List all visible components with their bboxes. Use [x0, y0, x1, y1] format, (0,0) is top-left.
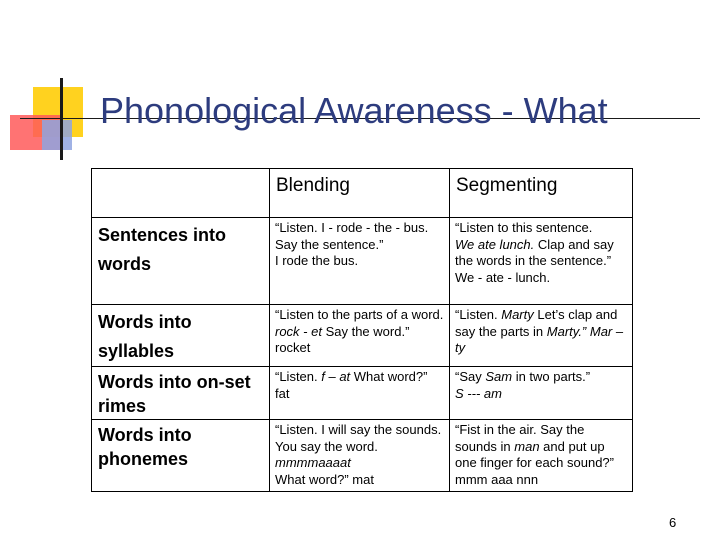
cell-text: “Listen. — [455, 307, 502, 322]
example-sentence: We ate lunch. — [455, 236, 535, 252]
table-row — [92, 367, 633, 420]
blending-cell — [270, 420, 450, 492]
cell-text: “Fist in the air. Say the sounds in — [455, 422, 585, 454]
header-segmenting: Segmenting — [450, 169, 633, 218]
example-word: f – at — [321, 369, 351, 384]
cell-text: “Say — [455, 369, 486, 384]
cell-line: Say the sentence.” — [275, 236, 384, 252]
comparison-table — [91, 168, 633, 492]
cell-text: “Listen. — [275, 369, 322, 384]
cell-text: Clap and say the words in the sentence.” We - ate - lunch. — [455, 236, 614, 285]
segmenting-cell — [450, 218, 633, 305]
example-sounds: mmmmaaaat — [275, 455, 351, 470]
example-word: Marty.” Mar – ty — [455, 323, 624, 355]
row-label: Sentences into words — [92, 218, 270, 305]
table-row — [92, 305, 633, 367]
example-split: S --- am — [455, 385, 502, 401]
cell-text: What word?” fat — [275, 369, 428, 401]
example-word: rock - et — [275, 323, 322, 339]
table-header-row — [92, 169, 633, 218]
cell-line: “Listen. I will say the sounds. You say the word. — [275, 422, 442, 454]
cell-line: “Listen to this sentence. — [455, 220, 593, 235]
row-label: Words into on-set rimes — [92, 367, 270, 420]
cell-line: What word?” mat — [275, 471, 374, 487]
header-blending: Blending — [270, 169, 450, 218]
cell-text: and put up one finger for each sound?” mmm aaa nnn — [455, 438, 614, 487]
segmenting-cell — [450, 420, 633, 492]
table-row — [92, 420, 633, 492]
slide-title: Phonological Awareness - What — [100, 90, 608, 131]
cell-text: “Listen to the parts of a word. — [275, 307, 444, 322]
table-row — [92, 218, 633, 305]
blending-cell — [270, 218, 450, 305]
cell-text: Say the word.” rocket — [275, 323, 410, 355]
page-number: 6 — [669, 515, 677, 530]
row-label: Words into syllables — [92, 305, 270, 367]
cell-line: “Listen. I - rode - the - bus. — [275, 220, 429, 235]
segmenting-cell — [450, 305, 633, 367]
blending-cell — [270, 305, 450, 367]
decor-vertical-line — [60, 78, 63, 160]
example-word: man — [514, 438, 540, 454]
example-word: Marty — [501, 307, 534, 322]
segmenting-cell — [450, 367, 633, 420]
row-label: Words into phonemes — [92, 420, 270, 492]
example-word: Sam — [485, 369, 513, 384]
cell-line: I rode the bus. — [275, 253, 359, 268]
header-empty — [92, 169, 270, 218]
decor-blue-square — [42, 120, 72, 150]
cell-text: in two parts.” — [512, 369, 591, 384]
blending-cell — [270, 367, 450, 420]
cell-text: Let’s clap and say the parts in — [455, 307, 618, 339]
